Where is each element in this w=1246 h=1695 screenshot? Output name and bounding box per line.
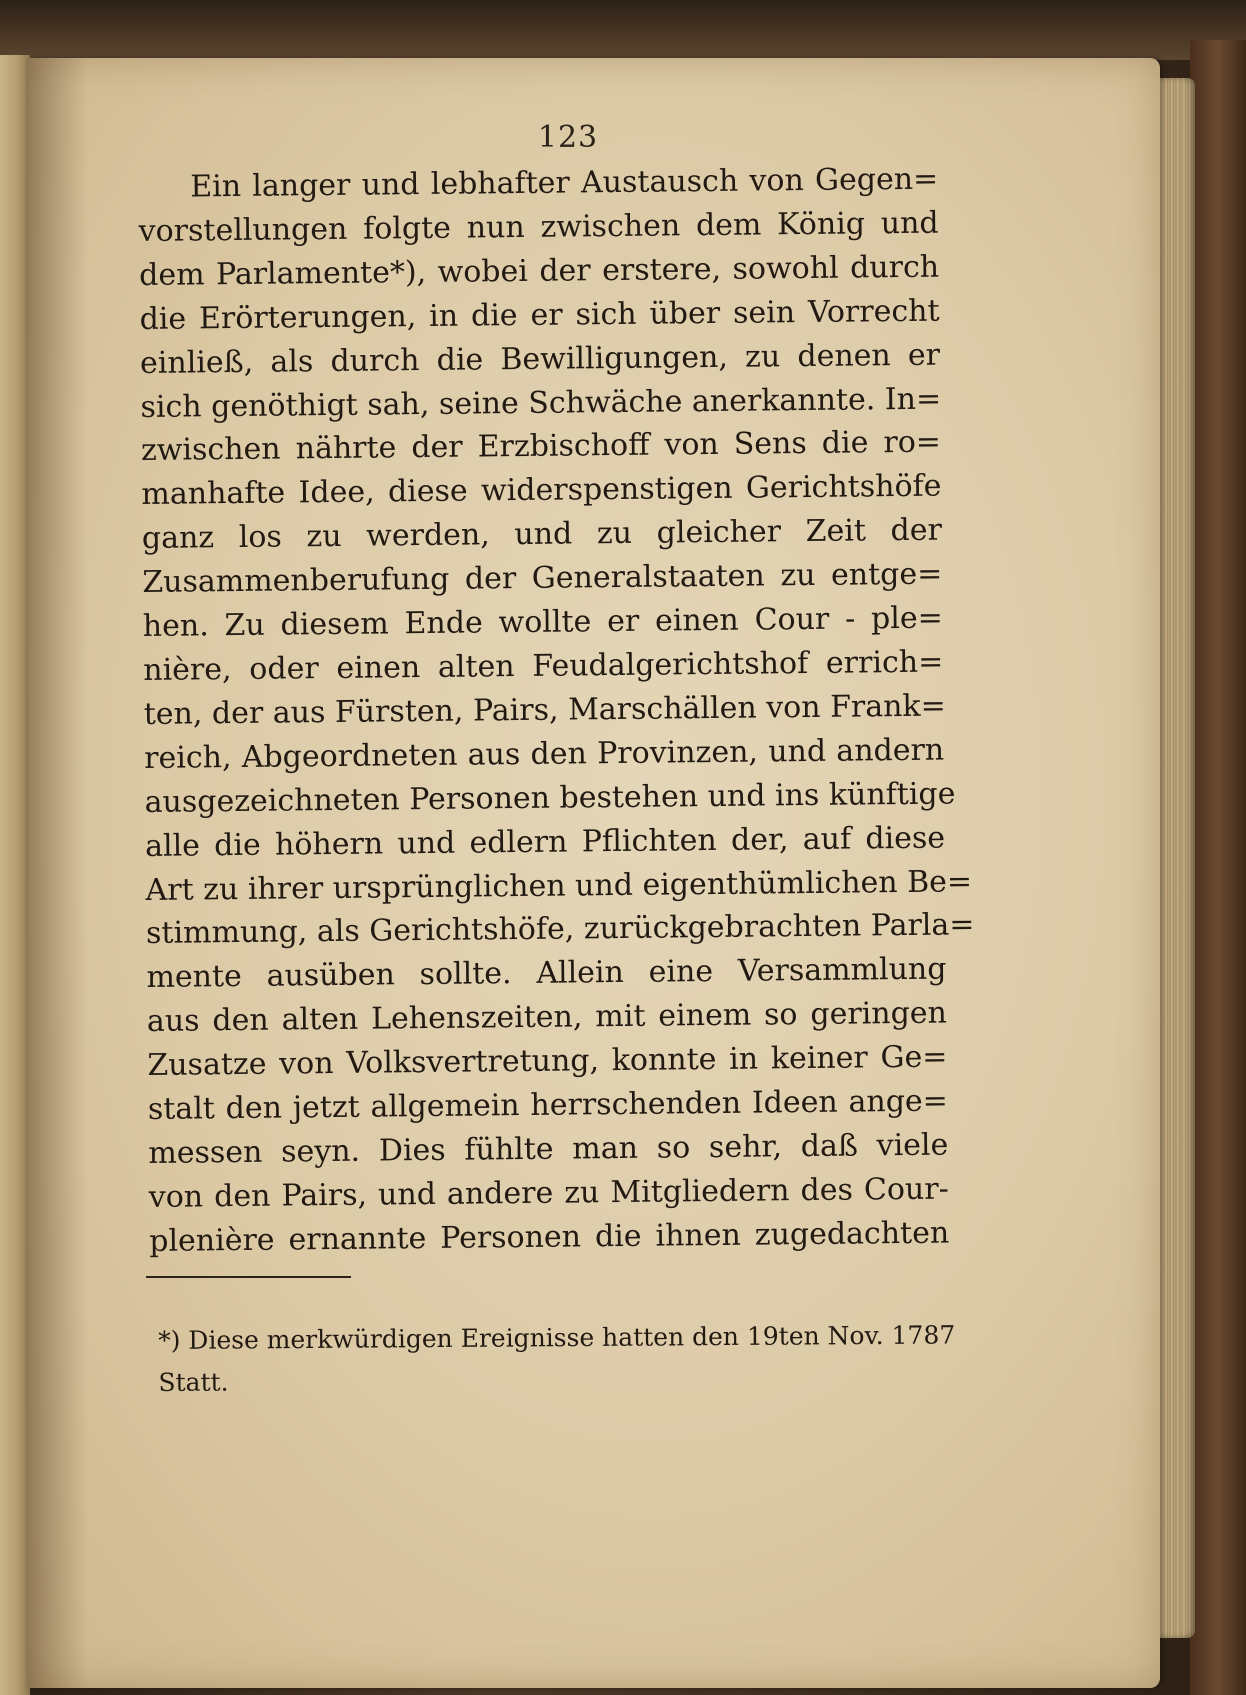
text-line: zwischen nährte der Erzbischoff von Sens die ro= [140, 425, 942, 469]
text-line: Zusammenberufung der Generalstaaten zu entge= [142, 556, 943, 601]
text-line: plenière ernannte Personen die ihnen zugedachten [149, 1215, 950, 1259]
book-page [28, 58, 1160, 1688]
book-binding-top [0, 0, 1246, 60]
text-line: dem Parlamente*), wobei der erstere, sowohl durch [138, 249, 940, 293]
text-line: ten, der aus Fürsten, Pairs, Marschällen von Frank= [143, 688, 946, 732]
text-line: ganz los zu werden, und zu gleicher Zeit der [141, 512, 943, 557]
text-line: von den Pairs, und andere zu Mitgliedern des Cour- [148, 1171, 949, 1215]
text-line: messen seyn. Dies fühlte man so sehr, daß viele [148, 1127, 949, 1171]
text-line: vorstellungen folgte nun zwischen dem König und [138, 205, 939, 249]
text-line: reich, Abgeordneten aus den Provinzen, und andern [144, 732, 945, 776]
book-cover-right [1190, 40, 1246, 1695]
text-line: sich genöthigt sah, seine Schwäche anerkannte. In= [140, 381, 942, 425]
text-line: ausgezeichneten Personen bestehen und ins künftige [144, 776, 956, 820]
text-line: mente ausüben sollte. Allein eine Versammlung [146, 951, 947, 996]
text-line: manhafte Idee, diese widerspenstigen Gerichtshöfe [141, 468, 942, 513]
text-line: stimmung, als Gerichtshöfe, zurückgebrachten Parla= [145, 907, 975, 952]
text-line: hen. Zu diesem Ende wollte er einen Cour - ple= [142, 600, 943, 645]
text-line: alle die höhern und edlern Pflichten der, auf diese [144, 820, 946, 864]
footnote-rule [146, 1276, 351, 1278]
text-line: die Erörterungen, in die er sich über sein Vorrecht [139, 293, 940, 337]
text-line: aus den alten Lehenszeiten, mit einem so geringen [146, 995, 948, 1040]
previous-page-edge [0, 55, 30, 1695]
text-line: Art zu ihrer ursprünglichen und eigenthümlichen Be= [145, 863, 973, 908]
text-line: nière, oder einen alten Feudalgerichtshof errich= [143, 644, 944, 688]
footnote-line: Statt. [158, 1367, 229, 1397]
text-line: stalt den jetzt allgemein herrschenden Ideen ange= [147, 1083, 949, 1127]
body-text [138, 158, 975, 1264]
gutter-shadow [28, 58, 88, 1688]
text-line: Ein langer und lebhafter Austausch von Gegen= [190, 161, 939, 205]
text-line: einließ, als durch die Bewilligungen, zu denen er [139, 337, 941, 381]
footnote [158, 1315, 956, 1404]
footnote-line: *) Diese merkwürdigen Ereignisse hatten den 19ten Nov. 1787 [158, 1320, 956, 1355]
text-line: Zusatze von Volksvertretung, konnte in keiner Ge= [147, 1039, 948, 1084]
page-number: 123 [537, 120, 599, 155]
